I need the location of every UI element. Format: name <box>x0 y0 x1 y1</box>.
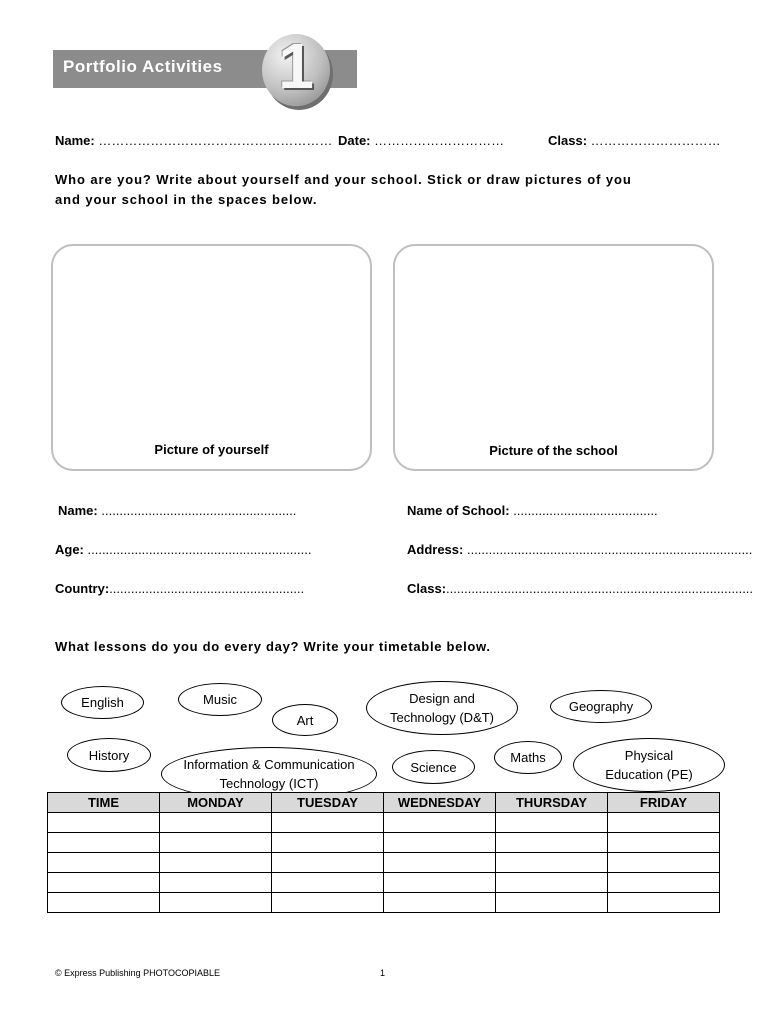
timetable-cell[interactable] <box>496 893 608 913</box>
picture-of-yourself-caption: Picture of yourself <box>154 442 269 457</box>
timetable-row <box>48 833 720 853</box>
timetable-cell[interactable] <box>48 853 160 873</box>
date-field[interactable] <box>338 133 504 148</box>
timetable-cell[interactable] <box>160 833 272 853</box>
timetable-cell[interactable] <box>384 893 496 913</box>
class-label: Class: <box>548 133 588 148</box>
date-label: Date: <box>338 133 371 148</box>
subject-pe-line2: Education (PE) <box>605 767 693 782</box>
picture-of-school-box[interactable] <box>393 244 714 471</box>
picture-of-school-caption: Picture of the school <box>489 443 618 458</box>
timetable-cell[interactable] <box>48 813 160 833</box>
date-dots: ………………………… <box>374 133 505 148</box>
subject-english: English <box>61 686 144 719</box>
timetable-cell[interactable] <box>272 813 384 833</box>
timetable-cell[interactable] <box>272 893 384 913</box>
subject-dt-line1: Design and <box>409 691 475 706</box>
timetable-row <box>48 813 720 833</box>
timetable <box>47 792 720 913</box>
info-age-dots: .............................................................. <box>83 542 312 557</box>
info-school-name-label: Name of School: <box>407 503 510 518</box>
header-thursday: THURSDAY <box>496 793 608 813</box>
timetable-cell[interactable] <box>608 853 720 873</box>
timetable-cell[interactable] <box>48 893 160 913</box>
subject-geography: Geography <box>550 690 652 723</box>
info-class-line[interactable] <box>407 581 768 596</box>
header-monday: MONDAY <box>160 793 272 813</box>
info-name-dots: ...................................................... <box>97 503 297 518</box>
info-country-line[interactable] <box>55 581 304 596</box>
timetable-cell[interactable] <box>160 893 272 913</box>
subject-ict-line1: Information & Communication <box>183 757 355 772</box>
subject-history: History <box>67 738 151 772</box>
timetable-cell[interactable] <box>608 833 720 853</box>
timetable-cell[interactable] <box>272 853 384 873</box>
class-dots: ………………………… <box>590 133 721 148</box>
unit-number: 1 <box>278 30 314 102</box>
picture-of-yourself-box[interactable] <box>51 244 372 471</box>
info-school-name-line[interactable] <box>407 503 658 518</box>
timetable-cell[interactable] <box>496 813 608 833</box>
info-name-label: Name: <box>58 503 98 518</box>
timetable-cell[interactable] <box>384 873 496 893</box>
footer-copyright: © Express Publishing PHOTOCOPIABLE <box>55 968 221 978</box>
subject-design-technology <box>366 681 518 735</box>
info-class-label: Class: <box>407 581 447 596</box>
info-age-label: Age: <box>55 542 84 557</box>
subject-physical-education <box>573 738 725 792</box>
timetable-cell[interactable] <box>384 813 496 833</box>
info-address-dots: ............................................................................... <box>463 542 753 557</box>
timetable-body <box>48 813 720 913</box>
timetable-cell[interactable] <box>272 833 384 853</box>
timetable-cell[interactable] <box>48 873 160 893</box>
instruction-line-2: and your school in the spaces below. <box>55 192 318 207</box>
header-tuesday: TUESDAY <box>272 793 384 813</box>
timetable-cell[interactable] <box>608 893 720 913</box>
timetable-cell[interactable] <box>496 833 608 853</box>
timetable-cell[interactable] <box>160 873 272 893</box>
info-address-label: Address: <box>407 542 464 557</box>
info-age-line[interactable] <box>55 542 311 557</box>
info-country-dots: ...................................................... <box>109 581 305 596</box>
student-name-dots: ……………………………………………… <box>98 133 333 148</box>
timetable-cell[interactable] <box>272 873 384 893</box>
subject-maths: Maths <box>494 741 562 774</box>
header-friday: FRIDAY <box>608 793 720 813</box>
student-name-field[interactable] <box>55 133 332 148</box>
page-title: Portfolio Activities <box>63 57 223 76</box>
timetable-cell[interactable] <box>608 873 720 893</box>
timetable-cell[interactable] <box>160 813 272 833</box>
class-field[interactable] <box>548 133 721 148</box>
subject-science: Science <box>392 750 475 784</box>
timetable-cell[interactable] <box>160 853 272 873</box>
subject-dt-line2: Technology (D&T) <box>389 710 495 725</box>
info-country-label: Country: <box>55 581 110 596</box>
timetable-cell[interactable] <box>496 853 608 873</box>
timetable-row <box>48 873 720 893</box>
timetable-header-row <box>48 793 720 813</box>
info-name-line[interactable] <box>58 503 296 518</box>
student-name-label: Name: <box>55 133 95 148</box>
info-class-dots: ..................................................................................... <box>446 581 754 596</box>
footer-page-number: 1 <box>380 968 386 978</box>
timetable-row <box>48 853 720 873</box>
subject-art: Art <box>272 704 338 736</box>
subject-ict-line2: Technology (ICT) <box>219 776 319 791</box>
timetable-cell[interactable] <box>48 833 160 853</box>
subject-music: Music <box>178 683 262 716</box>
header-wednesday: WEDNESDAY <box>384 793 496 813</box>
info-school-name-dots: ........................................ <box>509 503 658 518</box>
timetable-cell[interactable] <box>384 853 496 873</box>
timetable-instruction: What lessons do you do every day? Write your timetable below. <box>55 639 491 654</box>
timetable-cell[interactable] <box>608 813 720 833</box>
header-time: TIME <box>48 793 160 813</box>
timetable-row <box>48 893 720 913</box>
subject-pe-line1: Physical <box>624 748 674 763</box>
info-address-line[interactable] <box>407 542 768 557</box>
timetable-cell[interactable] <box>496 873 608 893</box>
instruction-line-1: Who are you? Write about yourself and your school. Stick or draw pictures of you <box>55 172 632 187</box>
timetable-cell[interactable] <box>384 833 496 853</box>
